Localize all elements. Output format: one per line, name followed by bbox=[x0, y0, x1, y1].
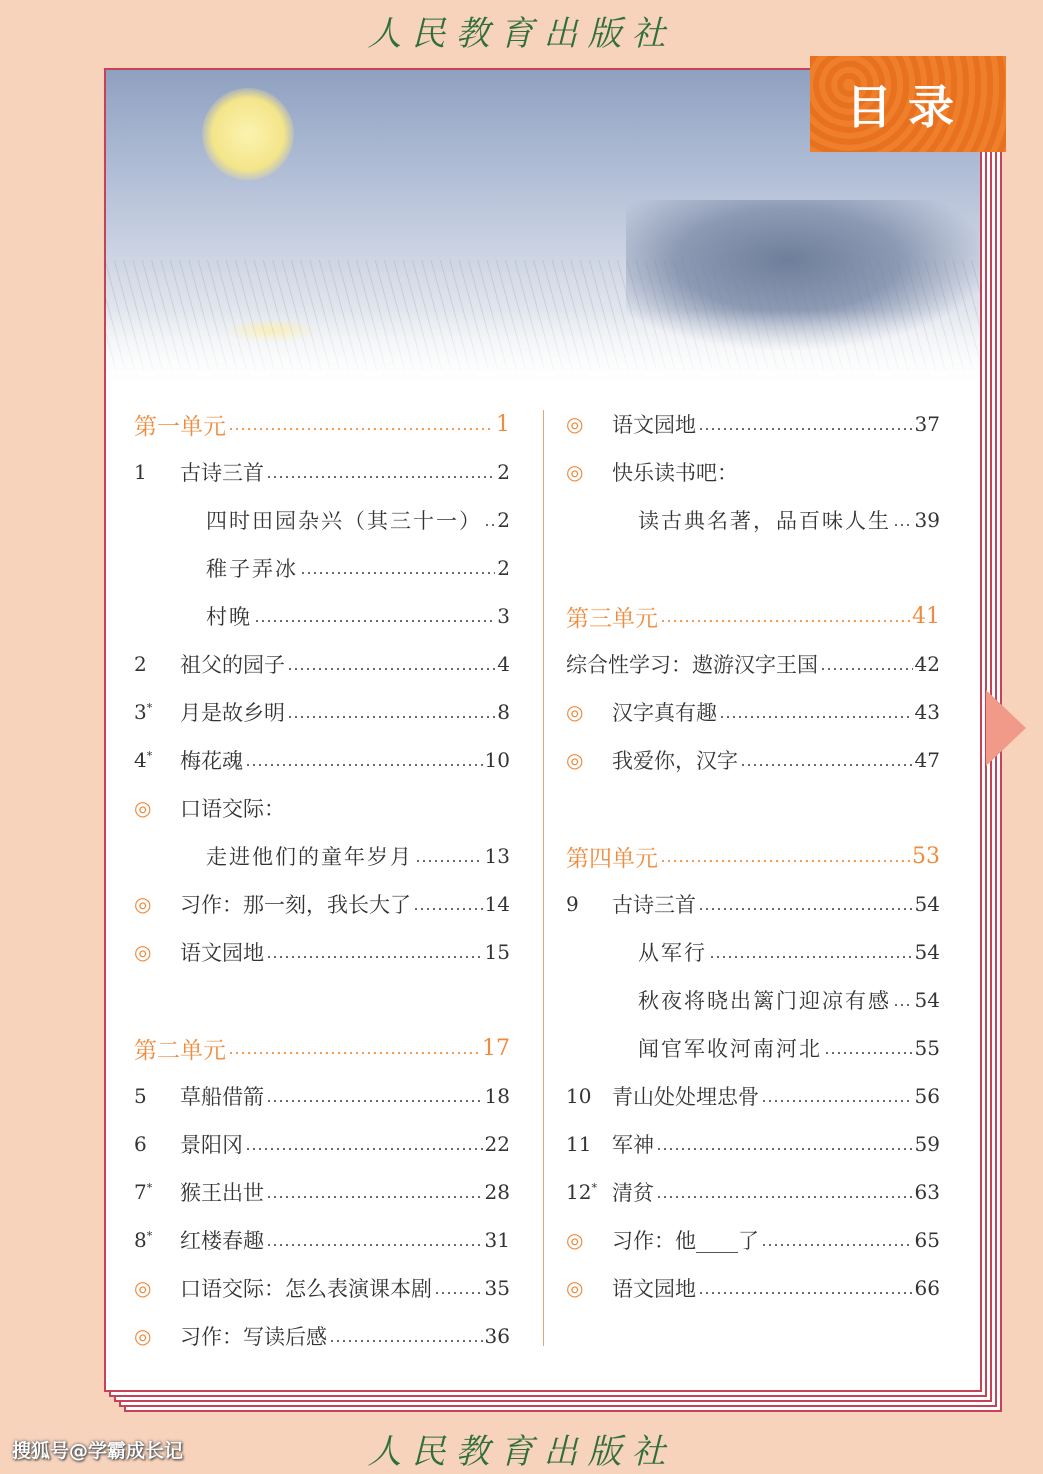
page-number: 41 bbox=[912, 603, 940, 629]
dot-leader bbox=[698, 908, 913, 910]
toc-entry-title: 快乐读书吧： bbox=[612, 461, 738, 485]
toc-entry-title: 四时田园杂兴（其三十一） bbox=[206, 509, 482, 533]
toc-entry-title: 习作：他____了 bbox=[612, 1229, 759, 1253]
page-number: 54 bbox=[914, 988, 940, 1012]
toc-entry-title: 闻官军收河南河北 bbox=[638, 1037, 822, 1061]
toc-entry-title: 猴王出世 bbox=[180, 1181, 264, 1205]
page-number: 17 bbox=[482, 1035, 510, 1061]
toc-entry[interactable] bbox=[566, 688, 940, 736]
lesson-number bbox=[566, 1180, 612, 1204]
moon-image bbox=[202, 88, 294, 180]
dot-leader bbox=[656, 1196, 913, 1198]
publisher-logo-bottom: 人民教育出版社 bbox=[367, 1432, 676, 1472]
dot-leader bbox=[709, 956, 913, 958]
dot-leader bbox=[434, 1292, 483, 1294]
dot-leader bbox=[893, 1004, 913, 1006]
circle-bullet-icon: ◎ bbox=[566, 700, 584, 724]
dot-leader bbox=[484, 524, 495, 526]
dot-leader bbox=[824, 1052, 913, 1054]
toc-entry[interactable] bbox=[134, 496, 510, 544]
toc-entry-title: 红楼春趣 bbox=[180, 1229, 264, 1253]
lesson-number-text: 9 bbox=[566, 892, 579, 916]
circle-bullet-icon: ◎ bbox=[566, 412, 584, 436]
lesson-number-text: 2 bbox=[134, 652, 147, 676]
circle-bullet-icon: ◎ bbox=[566, 748, 584, 772]
circle-bullet-icon: ◎ bbox=[134, 892, 152, 916]
dot-leader bbox=[660, 620, 910, 622]
dot-leader bbox=[719, 716, 913, 718]
dot-leader bbox=[698, 428, 913, 430]
toc-entry-title: 走进他们的童年岁月 bbox=[206, 845, 413, 869]
toc-entry-title: 村晚 bbox=[206, 605, 252, 629]
toc-entry[interactable] bbox=[134, 640, 510, 688]
lesson-number-text: 7 bbox=[134, 1180, 147, 1204]
watermark-text: 搜狐号@学霸成长记 bbox=[12, 1440, 184, 1462]
dot-leader bbox=[698, 1292, 913, 1294]
circle-bullet-icon: ◎ bbox=[134, 1324, 152, 1348]
bookmark-ribbon bbox=[986, 690, 1026, 766]
toc-entry-title: 汉字真有趣 bbox=[612, 701, 717, 725]
dot-leader bbox=[660, 860, 910, 862]
toc-spacer bbox=[566, 544, 940, 592]
toc-entry-title: 口语交际：怎么表演课本剧 bbox=[180, 1277, 432, 1301]
lesson-number bbox=[566, 892, 612, 916]
toc-entry[interactable] bbox=[134, 688, 510, 736]
page-number: 66 bbox=[914, 1276, 940, 1300]
toc-entry-title: 从军行 bbox=[638, 941, 707, 965]
page-number: 65 bbox=[914, 1228, 940, 1252]
dot-leader bbox=[300, 572, 495, 574]
toc-unit-heading[interactable] bbox=[134, 400, 510, 448]
toc-entry[interactable] bbox=[566, 496, 940, 544]
toc-entry-title: 习作：那一刻，我长大了 bbox=[180, 893, 411, 917]
toc-entry-title: 祖父的园子 bbox=[180, 653, 285, 677]
dot-leader bbox=[413, 908, 483, 910]
page-number: 36 bbox=[484, 1324, 510, 1348]
dot-leader bbox=[287, 716, 495, 718]
toc-entry[interactable] bbox=[566, 640, 940, 688]
toc-entry-title: 梅花魂 bbox=[180, 749, 243, 773]
toc-unit-heading[interactable] bbox=[566, 832, 940, 880]
toc-entry-title: 青山处处埋忠骨 bbox=[612, 1085, 759, 1109]
dot-leader bbox=[266, 476, 495, 478]
toc-entry-title: 第三单元 bbox=[566, 605, 658, 632]
dot-leader bbox=[761, 1100, 913, 1102]
toc-entry-title: 古诗三首 bbox=[612, 893, 696, 917]
toc-entry[interactable] bbox=[134, 1120, 510, 1168]
dot-leader bbox=[820, 668, 913, 670]
toc-entry[interactable] bbox=[134, 592, 510, 640]
lesson-number-text: 6 bbox=[134, 1132, 147, 1156]
page-number: 56 bbox=[914, 1084, 940, 1108]
toc-entry-title: 景阳冈 bbox=[180, 1133, 243, 1157]
toc-entry-title: 语文园地 bbox=[612, 1277, 696, 1301]
toc-entry[interactable] bbox=[566, 1216, 940, 1264]
optional-star-icon: * bbox=[591, 1181, 597, 1195]
lesson-number bbox=[134, 700, 180, 724]
toc-entry-title: 稚子弄冰 bbox=[206, 557, 298, 581]
dot-leader bbox=[266, 956, 483, 958]
lesson-number-text: 5 bbox=[134, 1084, 147, 1108]
lesson-number bbox=[566, 1084, 612, 1108]
toc-entry-title: 第一单元 bbox=[134, 413, 226, 440]
page-number: 39 bbox=[914, 508, 940, 532]
toc-entry[interactable] bbox=[566, 400, 940, 448]
page-number: 4 bbox=[497, 652, 510, 676]
page-number: 3 bbox=[497, 604, 510, 628]
column-divider bbox=[543, 410, 544, 1346]
dot-leader bbox=[228, 428, 494, 430]
toc-unit-heading[interactable] bbox=[566, 592, 940, 640]
toc-entry-title: 第四单元 bbox=[566, 845, 658, 872]
toc-entry-title: 我爱你，汉字 bbox=[612, 749, 738, 773]
lesson-number-text: 8 bbox=[134, 1228, 147, 1252]
lesson-number bbox=[134, 748, 180, 772]
page-number: 2 bbox=[497, 460, 510, 484]
lesson-number bbox=[134, 1132, 180, 1156]
toc-entry-title: 习作：写读后感 bbox=[180, 1325, 327, 1349]
toc-entry[interactable] bbox=[134, 1312, 510, 1360]
circle-bullet-icon: ◎ bbox=[566, 1276, 584, 1300]
toc-unit-heading[interactable] bbox=[134, 1024, 510, 1072]
lesson-number bbox=[134, 1180, 180, 1204]
circle-bullet-icon: ◎ bbox=[566, 460, 584, 484]
dot-leader bbox=[266, 1244, 483, 1246]
lesson-number bbox=[134, 1084, 180, 1108]
toc-entry[interactable] bbox=[134, 928, 510, 976]
lesson-number bbox=[134, 460, 180, 484]
toc-entry[interactable] bbox=[566, 736, 940, 784]
toc-entry-title: 月是故乡明 bbox=[180, 701, 285, 725]
toc-entry-title: 语文园地 bbox=[180, 941, 264, 965]
lesson-number-text: 4 bbox=[134, 748, 147, 772]
toc-left-column bbox=[134, 400, 510, 1360]
dot-leader bbox=[266, 1196, 483, 1198]
lesson-number bbox=[566, 1132, 612, 1156]
toc-entry[interactable] bbox=[134, 1264, 510, 1312]
toc-entry[interactable] bbox=[134, 1216, 510, 1264]
toc-entry[interactable] bbox=[566, 1120, 940, 1168]
toc-entry[interactable] bbox=[566, 880, 940, 928]
page-number: 35 bbox=[484, 1276, 510, 1300]
dot-leader bbox=[254, 620, 495, 622]
page-number: 2 bbox=[497, 556, 510, 580]
toc-entry[interactable] bbox=[134, 880, 510, 928]
optional-star-icon: * bbox=[146, 749, 153, 763]
dot-leader bbox=[266, 1100, 483, 1102]
toc-entry[interactable] bbox=[566, 1024, 940, 1072]
toc-entry-title: 军神 bbox=[612, 1133, 654, 1157]
page-number: 63 bbox=[914, 1180, 940, 1204]
page-number: 54 bbox=[914, 892, 940, 916]
page-number: 1 bbox=[496, 411, 510, 437]
circle-bullet-icon: ◎ bbox=[134, 1276, 152, 1300]
banner-fade bbox=[106, 310, 980, 390]
lesson-number bbox=[134, 1228, 180, 1252]
lesson-number-text: 3 bbox=[134, 700, 147, 724]
toc-entry-title: 口语交际： bbox=[180, 797, 285, 821]
toc-entry-title: 综合性学习：遨游汉字王国 bbox=[566, 653, 818, 677]
dot-leader bbox=[287, 668, 495, 670]
page-number: 2 bbox=[497, 508, 510, 532]
page-number: 47 bbox=[914, 748, 940, 772]
page-number: 31 bbox=[484, 1228, 510, 1252]
page-number: 59 bbox=[914, 1132, 940, 1156]
dot-leader bbox=[740, 764, 913, 766]
toc-entry[interactable] bbox=[566, 1072, 940, 1120]
toc-entry[interactable] bbox=[566, 448, 940, 496]
dot-leader bbox=[415, 860, 483, 862]
toc-entry[interactable] bbox=[566, 1168, 940, 1216]
toc-entry-title: 读古典名著，品百味人生 bbox=[638, 509, 891, 533]
page-number: 43 bbox=[914, 700, 940, 724]
page-number: 53 bbox=[912, 843, 940, 869]
toc-entry[interactable] bbox=[566, 976, 940, 1024]
dot-leader bbox=[761, 1244, 913, 1246]
lesson-number-text: 12 bbox=[566, 1180, 592, 1204]
toc-entry[interactable] bbox=[134, 448, 510, 496]
page-number: 14 bbox=[484, 892, 510, 916]
lesson-number-text: 1 bbox=[134, 460, 147, 484]
optional-star-icon: * bbox=[146, 1229, 153, 1243]
publisher-logo-top: 人民教育出版社 bbox=[367, 14, 676, 54]
toc-entry[interactable] bbox=[134, 832, 510, 880]
toc-entry-title: 草船借箭 bbox=[180, 1085, 264, 1109]
circle-bullet-icon: ◎ bbox=[134, 940, 152, 964]
toc-entry[interactable] bbox=[134, 544, 510, 592]
page-number: 15 bbox=[484, 940, 510, 964]
toc-entry-title: 古诗三首 bbox=[180, 461, 264, 485]
page-number: 42 bbox=[914, 652, 940, 676]
toc-entry[interactable] bbox=[134, 1072, 510, 1120]
lesson-number-text: 10 bbox=[566, 1084, 592, 1108]
page-number: 55 bbox=[914, 1036, 940, 1060]
lesson-number bbox=[134, 652, 180, 676]
dot-leader bbox=[656, 1148, 913, 1150]
dot-leader bbox=[893, 524, 913, 526]
optional-star-icon: * bbox=[146, 701, 153, 715]
toc-entry-title: 语文园地 bbox=[612, 413, 696, 437]
toc-entry[interactable] bbox=[134, 1168, 510, 1216]
page-number: 22 bbox=[484, 1132, 510, 1156]
dot-leader bbox=[245, 764, 483, 766]
toc-title-tab: 目录 bbox=[810, 56, 1006, 152]
page-number: 54 bbox=[914, 940, 940, 964]
dot-leader bbox=[245, 1148, 483, 1150]
circle-bullet-icon: ◎ bbox=[134, 796, 152, 820]
toc-entry[interactable] bbox=[134, 736, 510, 784]
toc-entry[interactable] bbox=[566, 1264, 940, 1312]
page-number: 13 bbox=[484, 844, 510, 868]
toc-entry-title: 秋夜将晓出篱门迎凉有感 bbox=[638, 989, 891, 1013]
toc-entry-title: 清贫 bbox=[612, 1181, 654, 1205]
page-number: 28 bbox=[484, 1180, 510, 1204]
dot-leader bbox=[329, 1340, 483, 1342]
toc-right-column bbox=[566, 400, 940, 1312]
page-number: 10 bbox=[484, 748, 510, 772]
optional-star-icon: * bbox=[146, 1181, 153, 1195]
toc-entry[interactable] bbox=[566, 928, 940, 976]
page-number: 18 bbox=[484, 1084, 510, 1108]
page-number: 37 bbox=[914, 412, 940, 436]
toc-entry-title: 第二单元 bbox=[134, 1037, 226, 1064]
page-number: 8 bbox=[497, 700, 510, 724]
lesson-number-text: 11 bbox=[566, 1132, 592, 1156]
toc-entry[interactable] bbox=[134, 784, 510, 832]
toc-spacer bbox=[566, 784, 940, 832]
circle-bullet-icon: ◎ bbox=[566, 1228, 584, 1252]
toc-spacer bbox=[134, 976, 510, 1024]
dot-leader bbox=[228, 1052, 480, 1054]
